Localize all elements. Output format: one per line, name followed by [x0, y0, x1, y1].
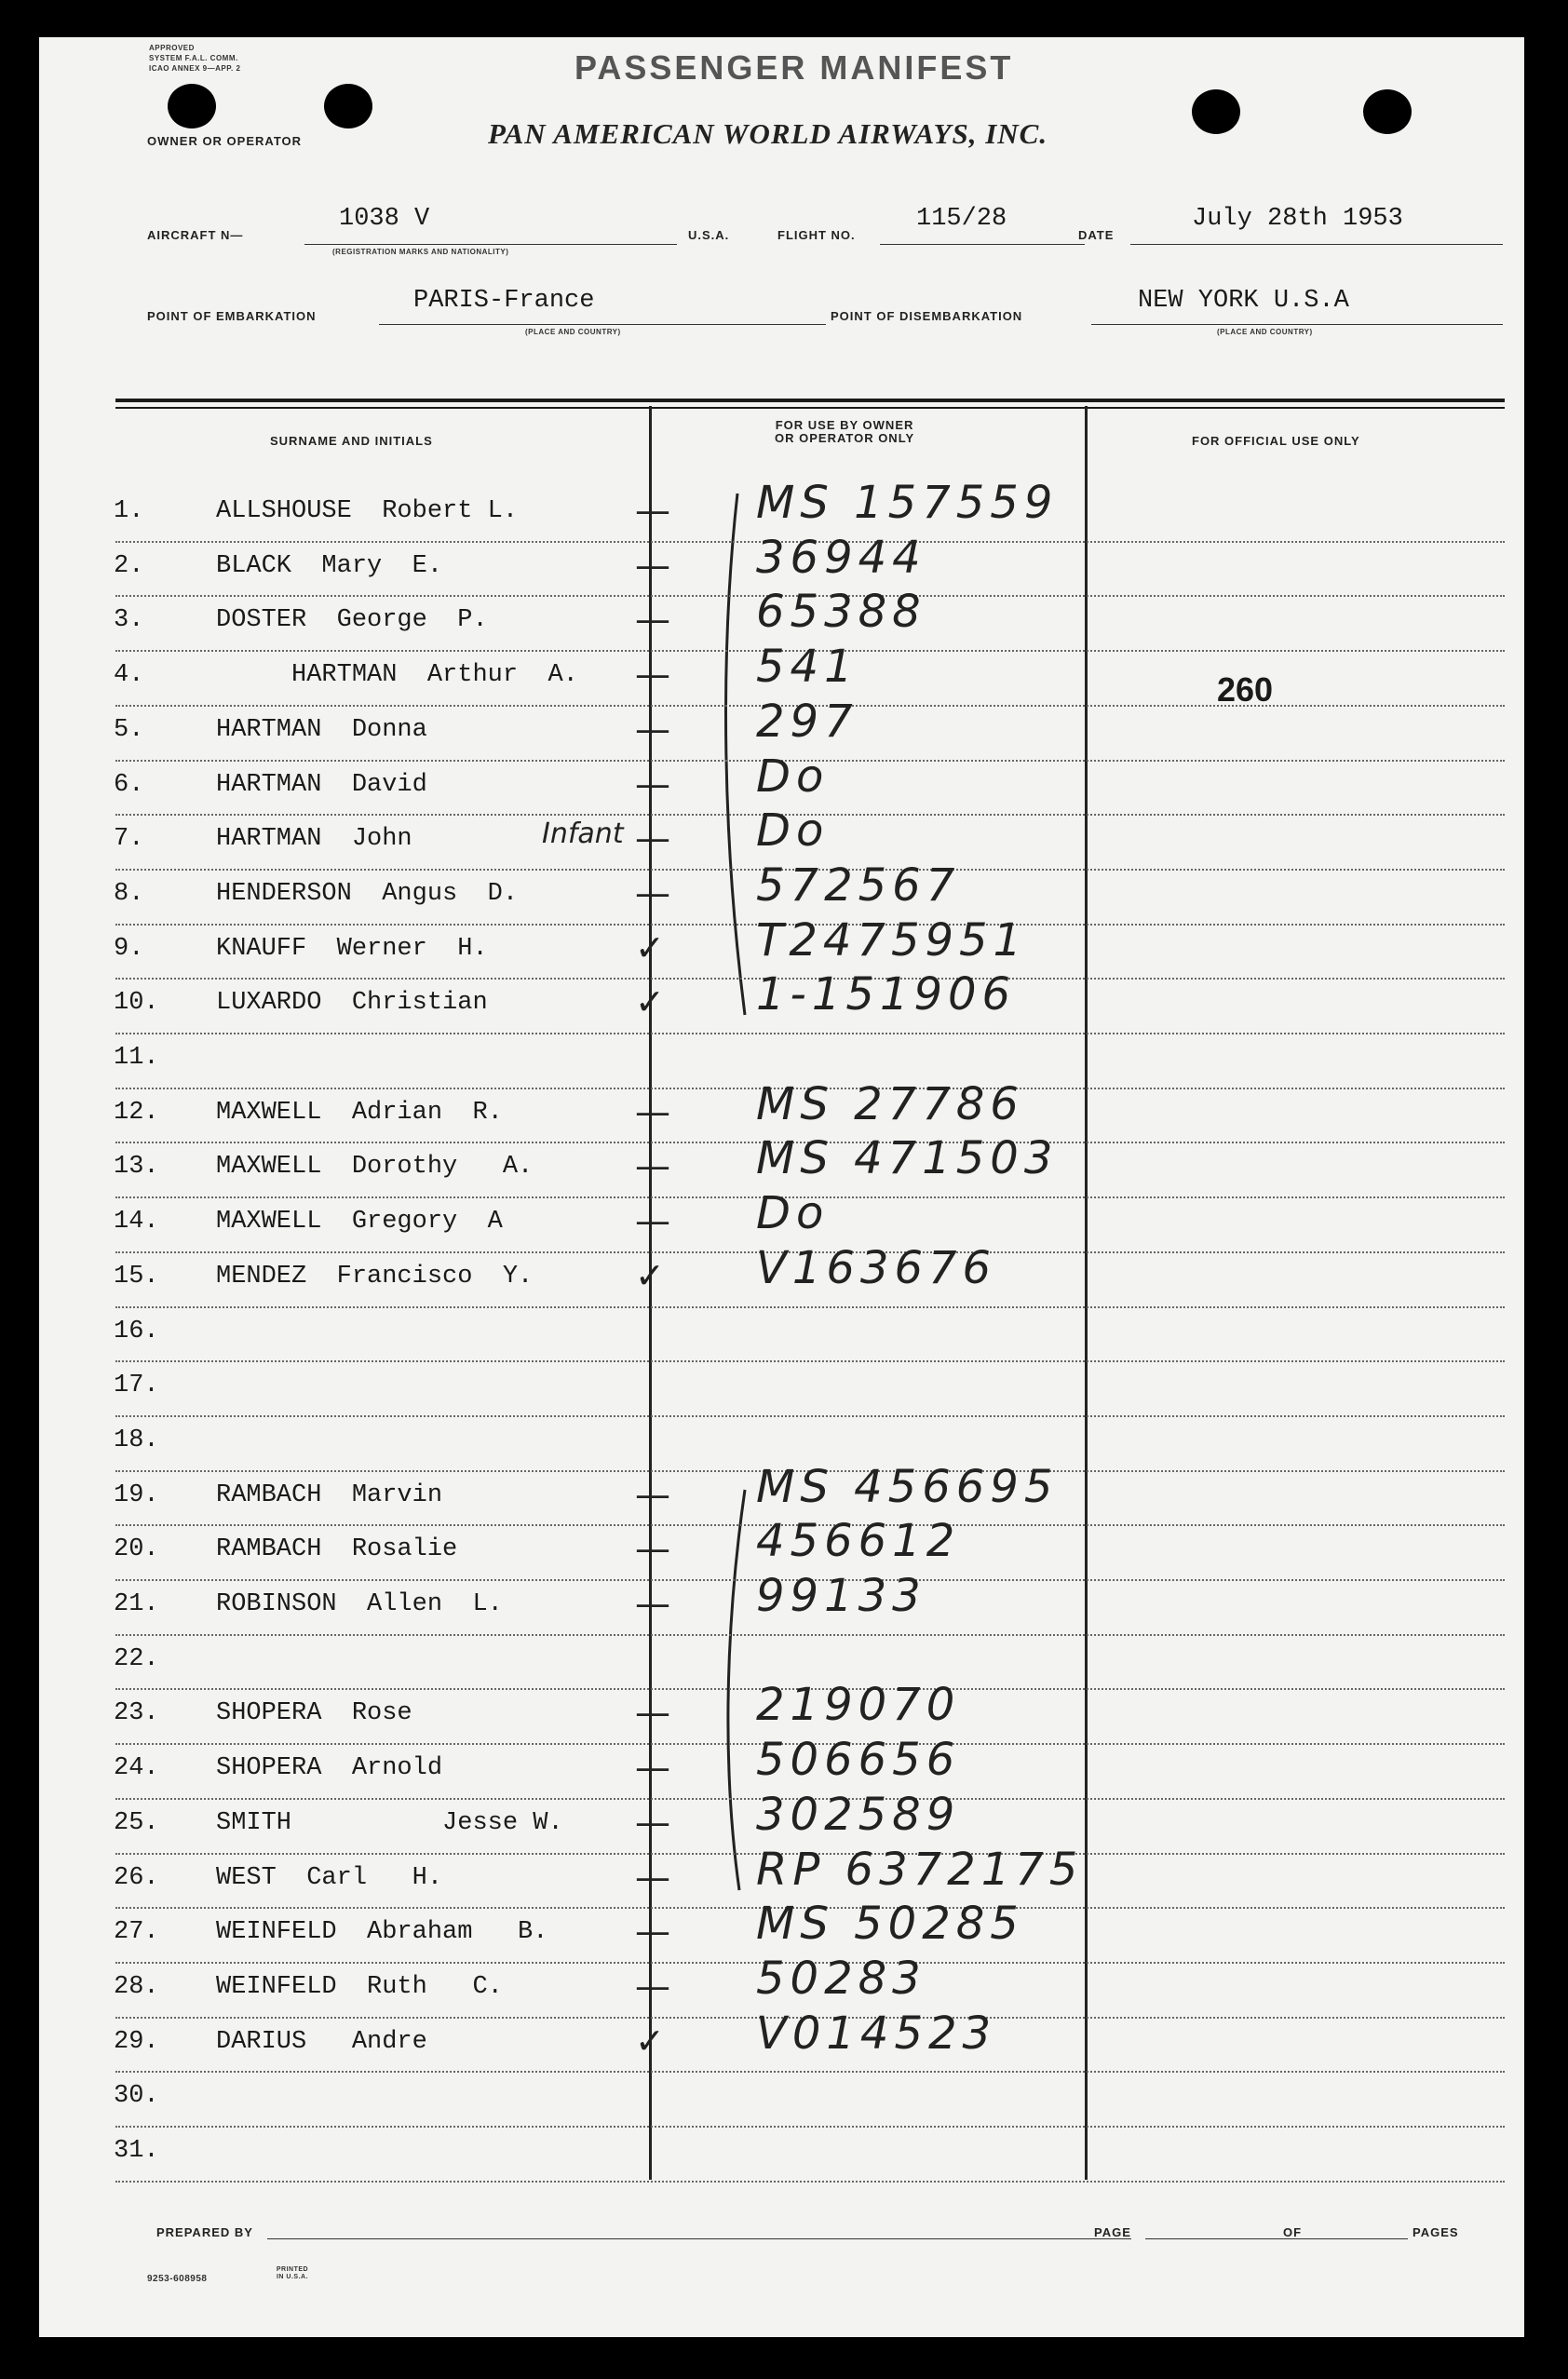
row-number: 19. — [114, 1480, 159, 1509]
check-mark: — — [635, 1856, 670, 1898]
prepared-by-label: PREPARED BY — [156, 2225, 253, 2239]
check-mark: — — [635, 490, 670, 531]
operator-code: 219070 — [756, 1679, 961, 1732]
passenger-name: SHOPERA Rose — [216, 1699, 412, 1728]
check-mark: ✓ — [635, 981, 665, 1023]
operator-code: MS 471503 — [756, 1132, 1059, 1185]
row-number: 16. — [114, 1317, 159, 1345]
punch-hole-right-2 — [1363, 89, 1412, 134]
approval-line: ICAO ANNEX 9—APP. 2 — [149, 64, 241, 73]
passenger-name: ALLSHOUSE Robert L. — [216, 497, 519, 525]
check-mark: — — [635, 599, 670, 641]
row-number: 20. — [114, 1535, 159, 1564]
passenger-name: DARIUS Andre — [216, 2027, 427, 2056]
operator-code: T2475951 — [756, 913, 1028, 966]
check-mark: — — [635, 1747, 670, 1789]
official-use-column-header: FOR OFFICIAL USE ONLY — [1192, 434, 1360, 448]
check-mark: — — [635, 1528, 670, 1570]
approval-block — [149, 43, 240, 74]
operator-code: MS 50285 — [756, 1898, 1024, 1951]
operator-code: MS 456695 — [756, 1460, 1059, 1513]
passenger-name: KNAUFF Werner H. — [216, 934, 488, 963]
operator-code: V014523 — [756, 2007, 997, 2060]
form-number: 9253-608958 — [147, 2274, 208, 2284]
row-rule — [115, 1634, 1505, 1636]
of-line — [1313, 2238, 1408, 2239]
passenger-name: HARTMAN Arthur A. — [216, 661, 578, 690]
passenger-name: HENDERSON Angus D. — [216, 879, 519, 908]
check-mark: — — [635, 544, 670, 586]
operator-code: MS 27786 — [756, 1077, 1024, 1130]
check-mark: — — [635, 1911, 670, 1953]
operator-code: V163676 — [756, 1241, 997, 1294]
check-mark: — — [635, 763, 670, 804]
passenger-name: HARTMAN John — [216, 825, 412, 854]
passenger-name: WEINFELD Ruth C. — [216, 1972, 503, 2001]
check-mark: ✓ — [635, 2020, 665, 2061]
row-rule — [115, 2071, 1505, 2073]
row-number: 25. — [114, 1808, 159, 1837]
passenger-name: SHOPERA Arnold — [216, 1754, 443, 1783]
check-mark: — — [635, 1692, 670, 1734]
check-mark: — — [635, 1965, 670, 2007]
header-rule — [115, 399, 1505, 402]
check-mark: ✓ — [635, 926, 665, 968]
disembarkation-label: POINT OF DISEMBARKATION — [831, 309, 1023, 323]
row-number: 28. — [114, 1972, 159, 2001]
aircraft-sublabel: (REGISTRATION MARKS AND NATIONALITY) — [332, 248, 509, 256]
passenger-name: HARTMAN David — [216, 770, 427, 799]
row-number: 11. — [114, 1044, 159, 1072]
check-mark: — — [635, 818, 670, 859]
punch-hole-left-1 — [168, 84, 216, 128]
operator-code: 506656 — [756, 1734, 961, 1787]
aircraft-value: 1038 V — [339, 205, 430, 233]
flight-label: FLIGHT NO. — [777, 228, 856, 242]
row-number: 18. — [114, 1426, 159, 1454]
pages-label: PAGES — [1413, 2225, 1459, 2239]
passenger-name: RAMBACH Marvin — [216, 1480, 443, 1509]
check-mark: — — [635, 1583, 670, 1624]
operator-code: 65388 — [756, 586, 926, 639]
embarkation-value: PARIS-France — [413, 287, 595, 315]
date-value: July 28th 1953 — [1192, 205, 1403, 233]
approval-line: SYSTEM F.A.L. COMM. — [149, 54, 238, 62]
approval-line: APPROVED — [149, 44, 195, 52]
operator-name: PAN AMERICAN WORLD AIRWAYS, INC. — [488, 117, 1048, 150]
row-number: 4. — [114, 661, 144, 690]
operator-code: RP 6372175 — [756, 1843, 1084, 1896]
row-rule — [115, 1033, 1505, 1034]
operator-code: 99133 — [756, 1570, 926, 1622]
passenger-name: LUXARDO Christian — [216, 989, 488, 1018]
row-rule — [115, 1415, 1505, 1417]
operator-code: Do — [756, 1187, 830, 1240]
embarkation-underline — [379, 324, 826, 325]
row-number: 1. — [114, 497, 144, 525]
row-number: 9. — [114, 934, 144, 963]
passenger-name: ROBINSON Allen L. — [216, 1590, 503, 1618]
flight-value: 115/28 — [916, 205, 1007, 233]
row-rule — [115, 1306, 1505, 1308]
operator-code: Do — [756, 750, 830, 803]
check-mark: — — [635, 1200, 670, 1242]
owner-label: OWNER OR OPERATOR — [147, 134, 303, 148]
row-number: 8. — [114, 879, 144, 908]
row-number: 22. — [114, 1644, 159, 1673]
row-number: 14. — [114, 1208, 159, 1237]
passenger-name: MENDEZ Francisco Y. — [216, 1262, 534, 1291]
row-rule — [115, 1360, 1505, 1362]
check-mark: — — [635, 708, 670, 750]
row-number: 30. — [114, 2082, 159, 2111]
operator-code: 50283 — [756, 1952, 926, 2005]
row-rule — [115, 2126, 1505, 2128]
passenger-name: WEST Carl H. — [216, 1863, 443, 1892]
printed-mark: PRINTED IN U.S.A. — [276, 2266, 309, 2280]
row-rule — [115, 2181, 1505, 2183]
row-number: 3. — [114, 606, 144, 635]
row-number: 29. — [114, 2027, 159, 2056]
row-number: 31. — [114, 2137, 159, 2165]
header-rule — [115, 407, 1505, 409]
embarkation-sublabel: (PLACE AND COUNTRY) — [525, 328, 621, 336]
row-number: 15. — [114, 1262, 159, 1291]
row-number: 27. — [114, 1918, 159, 1947]
manifest-sheet — [39, 37, 1524, 2337]
check-mark: — — [635, 1801, 670, 1843]
passenger-name: BLACK Mary E. — [216, 551, 443, 580]
operator-code: 36944 — [756, 531, 926, 584]
check-mark: — — [635, 872, 670, 913]
row-number: 24. — [114, 1754, 159, 1783]
check-mark: — — [635, 1090, 670, 1132]
passenger-name: MAXWELL Dorothy A. — [216, 1153, 534, 1182]
row-number: 6. — [114, 770, 144, 799]
disembarkation-sublabel: (PLACE AND COUNTRY) — [1217, 328, 1313, 336]
owner-use-column-header: FOR USE BY OWNER OR OPERATOR ONLY — [775, 418, 915, 445]
passenger-name: MAXWELL Adrian R. — [216, 1098, 503, 1127]
punch-hole-left-2 — [324, 84, 372, 128]
operator-code: 572567 — [756, 858, 961, 912]
row-number: 17. — [114, 1372, 159, 1400]
passenger-name: DOSTER George P. — [216, 606, 488, 635]
operator-code: MS 157559 — [756, 477, 1059, 529]
aircraft-label: AIRCRAFT N— — [147, 228, 244, 242]
aircraft-underline — [304, 244, 677, 245]
check-mark: — — [635, 654, 670, 696]
flight-underline — [880, 244, 1085, 245]
operator-code: 456612 — [756, 1515, 961, 1568]
row-number: 26. — [114, 1863, 159, 1892]
punch-hole-right-1 — [1192, 89, 1240, 134]
row-number: 5. — [114, 715, 144, 744]
column-divider — [1085, 406, 1088, 2180]
passenger-name: HARTMAN Donna — [216, 715, 427, 744]
row-number: 21. — [114, 1590, 159, 1618]
of-label: OF — [1283, 2225, 1303, 2239]
country-label: U.S.A. — [688, 228, 730, 242]
operator-code: 302589 — [756, 1788, 961, 1841]
check-mark: — — [635, 1473, 670, 1515]
embarkation-label: POINT OF EMBARKATION — [147, 309, 317, 323]
row-number: 10. — [114, 989, 159, 1018]
operator-code: Do — [756, 804, 830, 858]
passenger-name: SMITH Jesse W. — [216, 1808, 563, 1837]
row-number: 7. — [114, 825, 144, 854]
official-use-value: 260 — [1217, 670, 1274, 709]
page-label: PAGE — [1094, 2225, 1131, 2239]
passenger-note: Infant — [542, 818, 624, 851]
row-number: 12. — [114, 1098, 159, 1127]
check-mark: — — [635, 1145, 670, 1187]
surname-column-header: SURNAME AND INITIALS — [270, 434, 433, 448]
passenger-name: RAMBACH Rosalie — [216, 1535, 458, 1564]
disembarkation-value: NEW YORK U.S.A — [1138, 287, 1349, 315]
prepared-by-line — [267, 2238, 1131, 2239]
check-mark: ✓ — [635, 1254, 665, 1296]
operator-code: 541 — [756, 641, 858, 694]
row-number: 13. — [114, 1153, 159, 1182]
date-label: DATE — [1078, 228, 1115, 242]
passenger-name: WEINFELD Abraham B. — [216, 1918, 548, 1947]
row-number: 2. — [114, 551, 144, 580]
row-number: 23. — [114, 1699, 159, 1728]
page-title: PASSENGER MANIFEST — [574, 48, 1014, 87]
operator-code: 1-151906 — [756, 968, 1017, 1021]
passenger-name: MAXWELL Gregory A — [216, 1208, 503, 1237]
operator-code: 297 — [756, 695, 858, 748]
date-underline — [1130, 244, 1503, 245]
disembarkation-underline — [1091, 324, 1503, 325]
